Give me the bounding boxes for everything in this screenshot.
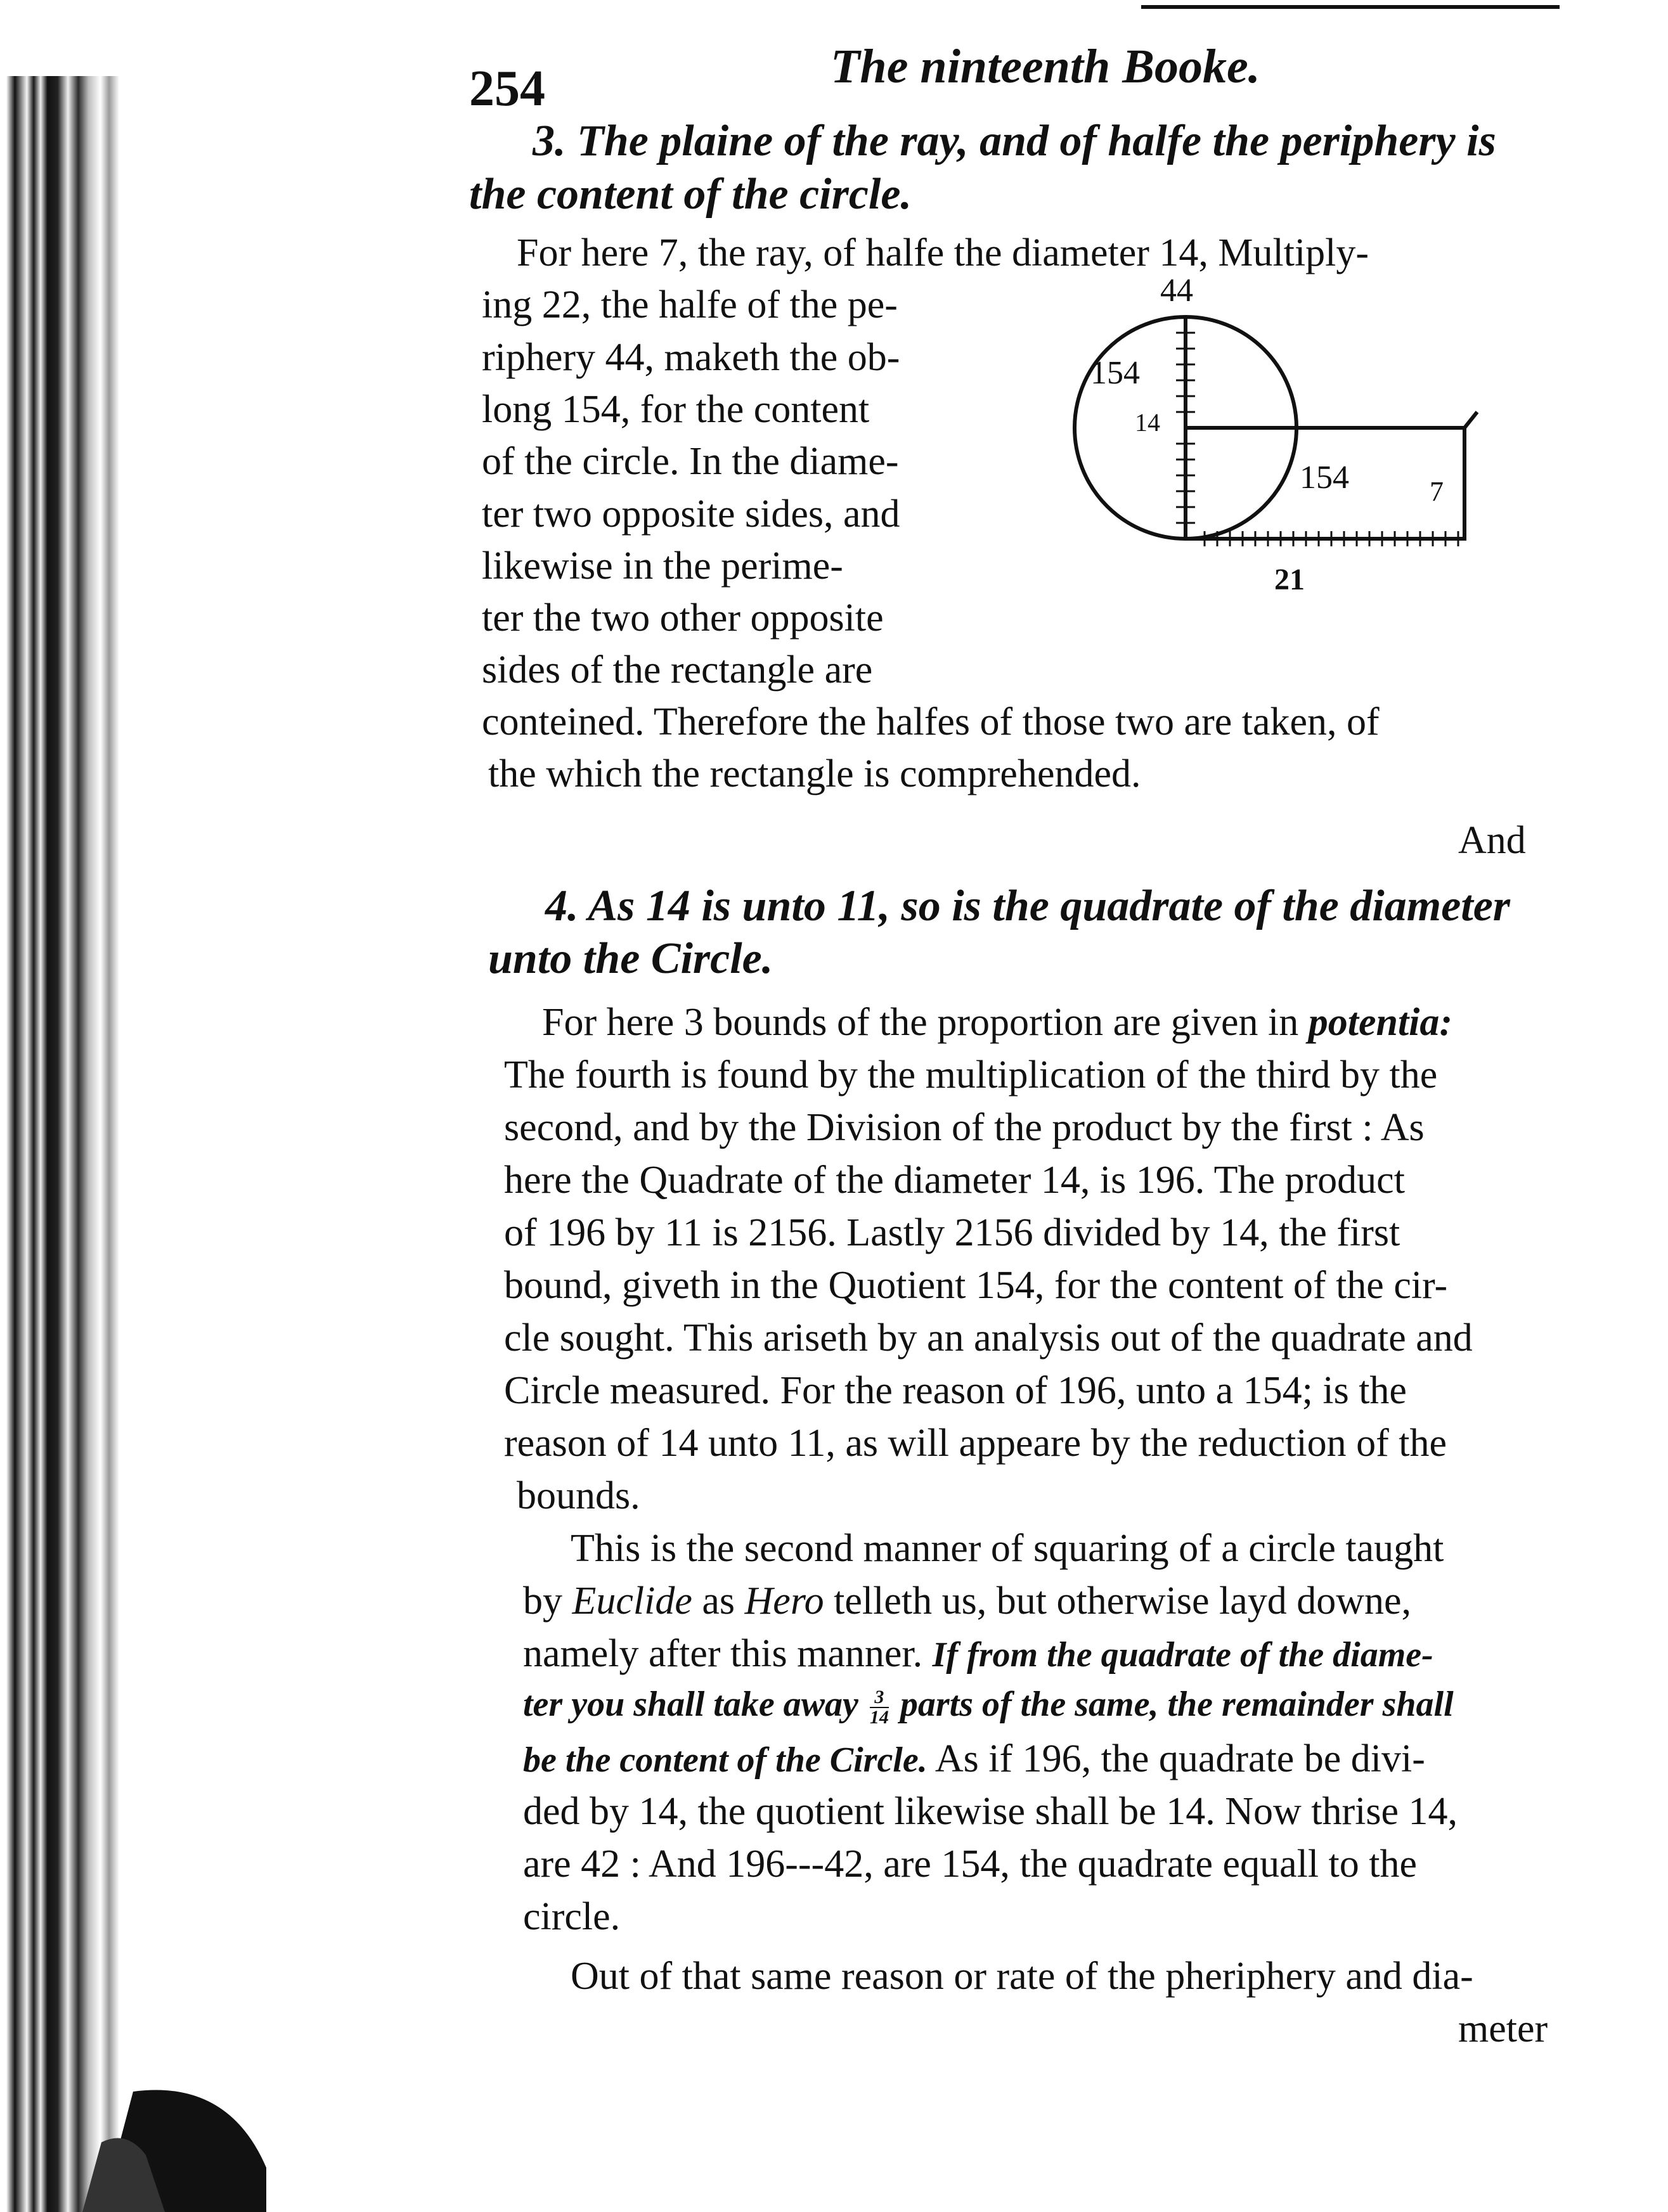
prop4-text-line: bound, giveth in the Quotient 154, for the content of the cir- [504,1264,1448,1307]
prop3-text-line: the which the rectangle is comprehended. [488,752,1141,795]
prop4-text-line: namely after this manner. If from the quadrate of the diame- [523,1632,1433,1675]
name-hero: Hero [744,1579,824,1623]
prop4-text-line: of 196 by 11 is 2156. Lastly 2156 divided by 14, the first [504,1211,1400,1254]
prop4-text-line: second, and by the Division of the product by the first : As [504,1106,1425,1149]
prop4-text-line: be the content of the Circle. As if 196, the quadrate be divi- [523,1737,1425,1780]
fraction-three-fourteenths: $\frac{3}{14}$ [869,1687,889,1728]
prop3-text-line: long 154, for the content [482,388,870,431]
prop4-heading-ratio: 4. As 14 is unto 11, [545,882,890,930]
prop3-text-line: sides of the rectangle are [482,648,873,691]
prop3-heading-line-1: 3. The plaine of the ray, and of halfe the periphery is [533,117,1496,165]
prop3-text-line: riphery 44, maketh the ob- [482,336,900,379]
prop3-text-line: conteined. Therefore the halfes of those two are taken, of [482,700,1380,743]
figure-label-periphery: 44 [1160,273,1193,309]
prop3-text-line: likewise in the perime- [482,544,843,588]
figure-label-rectangle: 154 [1300,460,1349,496]
prop4-text-line: This is the second manner of squaring of a circle taught [571,1527,1444,1570]
page-number: 254 [469,61,545,117]
prop4-text-line: cle sought. This ariseth by an analysis out of the quadrate and [504,1316,1473,1360]
prop4-text-line: by Euclide as Hero telleth us, but otherwise layd downe, [523,1579,1412,1623]
prop4-text-line: For here 3 bounds of the proportion are given in potentia: [542,1001,1453,1044]
prop4-text-line: Circle measured. For the reason of 196, unto a 154; is the [504,1369,1407,1412]
prop4-text-line: Out of that same reason or rate of the pheriphery and dia- [571,1955,1473,1998]
prop4-heading-line-1 [545,884,1510,929]
prop4-text-line: bounds. [517,1474,640,1517]
prop4-text-line: here the Quadrate of the diameter 14, is 196. The product [504,1159,1405,1202]
rectangle-corner-tick [1464,412,1477,428]
prop3-text-line: For here 7, the ray, of halfe the diameter 14, Multiply- [517,231,1369,274]
catchword: meter [1458,2007,1548,2050]
latin-term: potentia: [1308,1001,1453,1044]
running-head: The ninteenth Booke. [831,40,1260,93]
prop4-text-line: The fourth is found by the multiplication of the third by the [504,1053,1438,1096]
prop3-text-line: ter two opposite sides, and [482,492,900,536]
prop3-text-line: ing 22, the halfe of the pe- [482,283,898,326]
prop3-text-line: ter the two other opposite [482,596,884,640]
prop4-heading-line-2: unto the Circle. [488,934,773,983]
prop4-text-line: ter you shall take away $\frac{3}{14}$ parts of the same, the remainder shall [523,1685,1454,1728]
prop4-text-line: circle. [523,1895,621,1938]
figure-label-diameter: 14 [1135,408,1160,437]
figure-label-side: 7 [1430,476,1444,507]
prop4-heading-rest: so is the quadrate of the diameter [901,882,1511,930]
prop4-text-line: reason of 14 unto 11, as will appeare by the reduction of the [504,1422,1447,1465]
circle-rectangle-figure [1065,273,1496,602]
prop4-text-line: ded by 14, the quotient likewise shall be 14. Now thrise 14, [523,1790,1458,1833]
prop3-text-line: of the circle. In the diame- [482,440,899,483]
catchword: And [1458,819,1526,862]
figure-label-base: 21 [1274,563,1305,596]
prop4-text-line: are 42 : And 196---42, are 154, the quadrate equall to the [523,1842,1418,1886]
name-euclide: Euclide [572,1579,692,1623]
figure-label-arc: 154 [1090,355,1140,391]
prop3-heading-line-2: the content of the circle. [469,170,912,219]
